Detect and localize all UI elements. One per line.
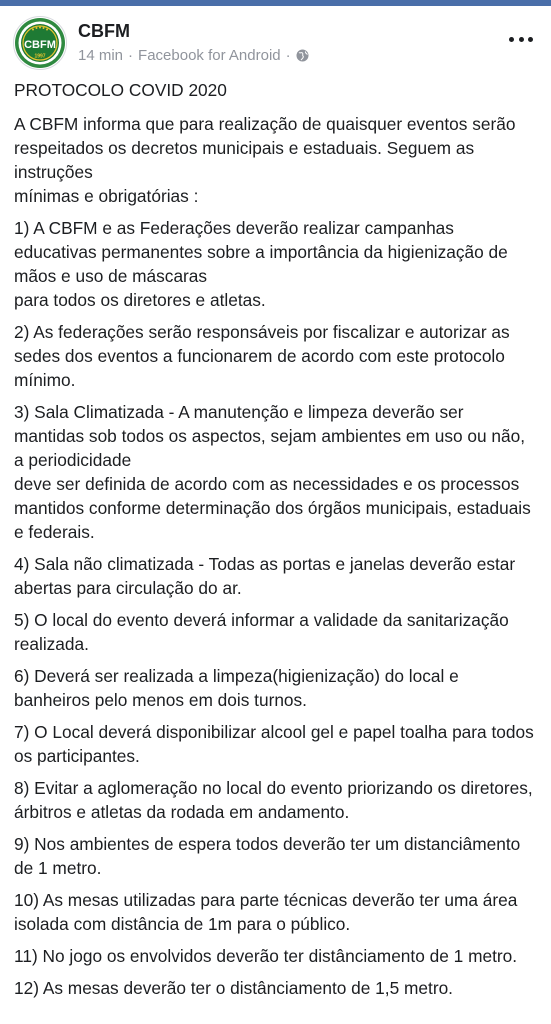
- avatar-logo-text: CBFM: [24, 39, 56, 51]
- post-paragraph-2: 2) As federações serão responsáveis por fiscalizar e autorizar as sedes dos eventos a funcionarem de acordo com este protocolo mínimo.: [14, 322, 510, 390]
- post-paragraph-5: 5) O local do evento deverá informar a validade da sanitarização realizada.: [14, 610, 509, 654]
- post-paragraph-1: 1) A CBFM e as Federações deverão realizar campanhas educativas permanentes sobre a importância da higienização de mãos e uso de máscaras para todos os diretores e atletas.: [14, 218, 508, 310]
- post-time[interactable]: 14 min: [78, 47, 124, 64]
- post-body: [14, 78, 538, 1008]
- post-paragraph-3: 3) Sala Climatizada - A manutenção e limpeza deverão ser mantidas sob todos os aspectos, sejam ambientes em uso ou não, a periodicidade deve ser definida de acordo com as necessidades e os processos mantidos conforme determinação dos órgãos municipais, estaduais e federais.: [14, 402, 531, 542]
- page-name[interactable]: CBFM: [78, 21, 130, 41]
- post-paragraph-12: 12) As mesas deverão ter o distânciamento de 1,5 metro.: [14, 978, 453, 998]
- post-source: Facebook for Android: [138, 47, 281, 64]
- post-header: [0, 6, 551, 70]
- post-paragraph-10: 10) As mesas utilizadas para parte técnicas deverão ter uma área isolada com distância de 1m para o público.: [14, 890, 518, 934]
- meta-separator-2: ·: [285, 47, 291, 64]
- post-paragraph-6: 6) Deverá ser realizada a limpeza(higienização) do local e banheiros pelo menos em dois turnos.: [14, 666, 459, 710]
- more-horizontal-icon[interactable]: [509, 34, 533, 44]
- post-paragraph-8: 8) Evitar a aglomeração no local do evento priorizando os diretores, árbitros e atletas da rodada em andamento.: [14, 778, 533, 822]
- globe-icon: [296, 49, 309, 62]
- cbfm-logo: [14, 17, 66, 69]
- post-title: PROTOCOLO COVID 2020: [14, 80, 227, 100]
- post-paragraph-9: 9) Nos ambientes de espera todos deverão ter um distanciâmento de 1 metro.: [14, 834, 521, 878]
- post-paragraph-4: 4) Sala não climatizada - Todas as portas e janelas deverão estar abertas para circulação do ar.: [14, 554, 516, 598]
- avatar[interactable]: [13, 16, 67, 70]
- post-meta: [78, 47, 309, 64]
- post-paragraph-11: 11) No jogo os envolvidos deverão ter distânciamento de 1 metro.: [14, 946, 518, 966]
- meta-separator: ·: [128, 47, 134, 64]
- post-paragraph-intro: A CBFM informa que para realização de quaisquer eventos serão respeitados os decretos municipais e estaduais. Seguem as instruções mínimas e obrigatórias :: [14, 114, 516, 206]
- post-paragraph-7: 7) O Local deverá disponibilizar alcool gel e papel toalha para todos os participantes.: [14, 722, 534, 766]
- avatar-logo-year: 1997: [34, 53, 46, 60]
